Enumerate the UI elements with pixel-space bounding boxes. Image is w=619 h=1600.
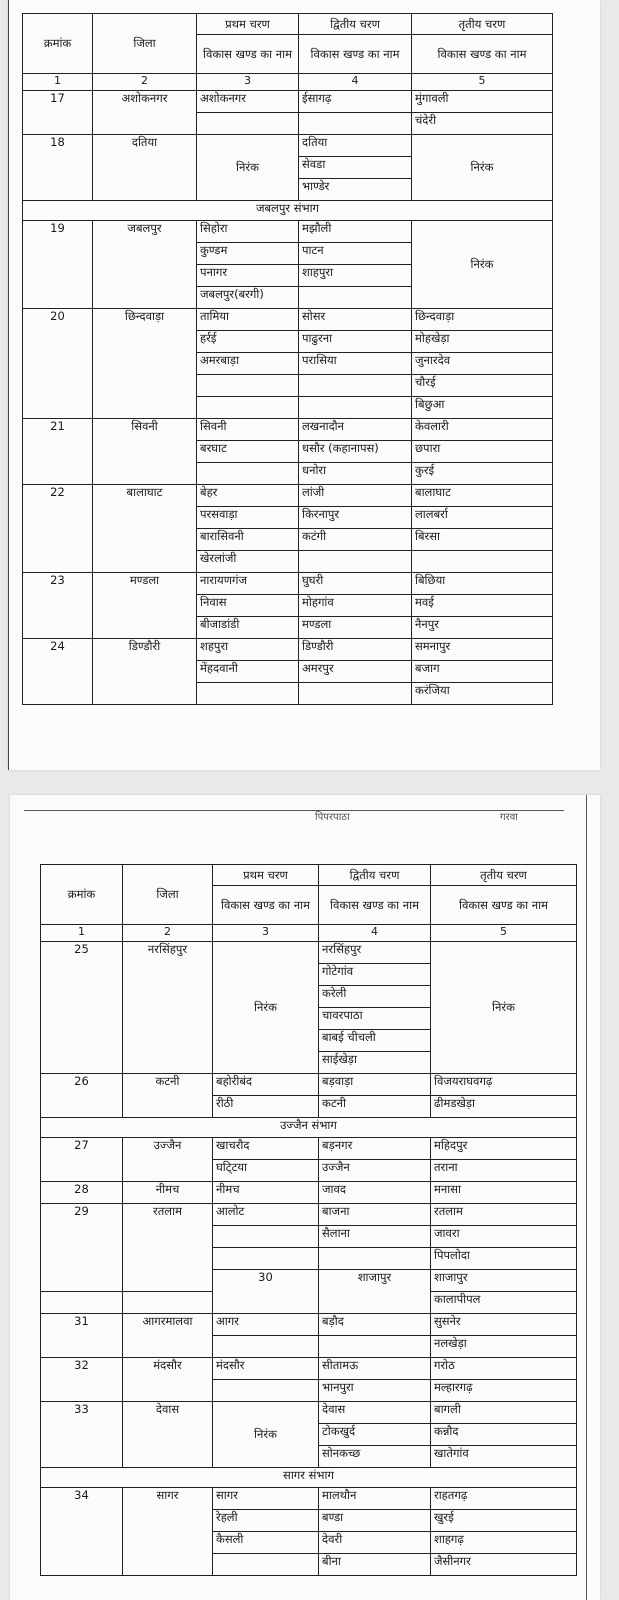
block-cell: तामिया	[197, 309, 299, 331]
block-cell: खेरलांजी	[197, 551, 299, 573]
header-phase-1: प्रथम चरण	[213, 865, 319, 886]
district-name: देवास	[123, 1402, 213, 1468]
block-cell: करंजिया	[412, 683, 553, 705]
header-block-name-1: विकास खण्ड का नाम	[197, 35, 299, 74]
district-name: मण्डला	[93, 573, 197, 639]
block-cell: बिरसा	[412, 529, 553, 551]
block-cell: सिवनी	[197, 419, 299, 441]
block-cell: सुसनेर	[431, 1314, 577, 1336]
block-cell: कटनी	[319, 1096, 431, 1118]
header-district: जिला	[93, 14, 197, 74]
block-cell: शाहगढ़	[431, 1532, 577, 1554]
serial-number: 25	[41, 942, 123, 1074]
header-phase-3: तृतीय चरण	[412, 14, 553, 35]
block-cell: विजयराघवगढ़	[431, 1074, 577, 1096]
district-name: दतिया	[93, 135, 197, 201]
district-name: नरसिंहपुर	[123, 942, 213, 1074]
block-cell: धनोरा	[299, 463, 412, 485]
serial-number: 22	[23, 485, 93, 573]
block-cell: लखनादौन	[299, 419, 412, 441]
block-cell: बजाग	[412, 661, 553, 683]
district-name: मंदसौर	[123, 1358, 213, 1402]
table-row	[23, 485, 553, 507]
block-cell: लांजी	[299, 485, 412, 507]
block-cell: मालथौन	[319, 1488, 431, 1510]
block-cell: शाहपुरा	[299, 265, 412, 287]
header-serial: क्रमांक	[41, 865, 123, 925]
block-cell: घुघरी	[299, 573, 412, 595]
header-phase-3: तृतीय चरण	[431, 865, 577, 886]
block-cell	[299, 287, 412, 309]
table-row	[23, 639, 553, 661]
block-cell	[319, 1248, 431, 1270]
block-cell: कालापीपल	[431, 1292, 577, 1314]
serial-number: 26	[41, 1074, 123, 1118]
block-cell: बारासिवनी	[197, 529, 299, 551]
block-cell: आगर	[213, 1314, 319, 1336]
block-cell: सेवडा	[299, 157, 412, 179]
serial-number: 19	[23, 221, 93, 309]
block-cell: कटंगी	[299, 529, 412, 551]
header-phase-2: द्वितीय चरण	[319, 865, 431, 886]
block-cell	[299, 397, 412, 419]
block-cell: रेहली	[213, 1510, 319, 1532]
district-name: आगरमालवा	[123, 1314, 213, 1358]
block-cell: उज्जैन	[319, 1160, 431, 1182]
column-number: 1	[41, 925, 123, 942]
block-cell	[213, 1380, 319, 1402]
column-number: 4	[319, 925, 431, 942]
table-row	[23, 309, 553, 331]
column-number: 3	[197, 74, 299, 91]
block-cell: पनागर	[197, 265, 299, 287]
block-cell: पिपलोदा	[431, 1248, 577, 1270]
block-cell	[213, 1554, 319, 1576]
district-name: अशोकनगर	[93, 91, 197, 135]
header-block-name-1: विकास खण्ड का नाम	[213, 886, 319, 925]
serial-number: 29	[41, 1204, 123, 1292]
block-cell: मझौली	[299, 221, 412, 243]
block-cell: छिन्दवाड़ा	[412, 309, 553, 331]
district-name: शाजापुर	[319, 1270, 431, 1314]
district-name: जबलपुर	[93, 221, 197, 309]
block-cell: बहोरीबंद	[213, 1074, 319, 1096]
block-cell: सोनकच्छ	[319, 1446, 431, 1468]
header-phase-1: प्रथम चरण	[197, 14, 299, 35]
header-district: जिला	[123, 865, 213, 925]
block-cell: मोहगांव	[299, 595, 412, 617]
block-cell: घटि्टया	[213, 1160, 319, 1182]
block-cell: खुरई	[431, 1510, 577, 1532]
serial-number: 18	[23, 135, 93, 201]
header-block-name-3: विकास खण्ड का नाम	[412, 35, 553, 74]
header-block-name-2: विकास खण्ड का नाम	[319, 886, 431, 925]
block-cell	[123, 1292, 213, 1314]
block-cell: दतिया	[299, 135, 412, 157]
district-name: रतलाम	[123, 1204, 213, 1292]
block-cell: केवलारी	[412, 419, 553, 441]
block-cell	[197, 463, 299, 485]
block-cell	[213, 1226, 319, 1248]
block-cell: बड़वाड़ा	[319, 1074, 431, 1096]
division-heading: उज्जैन संभाग	[41, 1118, 577, 1138]
block-cell: छपारा	[412, 441, 553, 463]
block-cell: मेंहदवानी	[197, 661, 299, 683]
block-cell: मण्डला	[299, 617, 412, 639]
nil-cell: निरंक	[412, 221, 553, 309]
page-margin-line	[586, 795, 587, 1600]
serial-number: 33	[41, 1402, 123, 1468]
block-cell: बालाघाट	[412, 485, 553, 507]
block-cell: मोहखेड़ा	[412, 331, 553, 353]
block-cell: गोटेगांव	[319, 964, 431, 986]
district-name: छिन्दवाड़ा	[93, 309, 197, 419]
block-cell: अमरबाड़ा	[197, 353, 299, 375]
block-cell	[412, 551, 553, 573]
block-cell	[41, 1292, 123, 1314]
column-number: 5	[412, 74, 553, 91]
serial-number: 21	[23, 419, 93, 485]
serial-number: 23	[23, 573, 93, 639]
block-cell	[213, 1248, 319, 1270]
table-row	[23, 419, 553, 441]
nil-cell: निरंक	[431, 942, 577, 1074]
block-cell: चौरई	[412, 375, 553, 397]
column-number: 2	[123, 925, 213, 942]
document-page-1	[8, 0, 600, 770]
column-number: 3	[213, 925, 319, 942]
block-cell: अमरपुर	[299, 661, 412, 683]
block-cell: चंदेरी	[412, 113, 553, 135]
block-cell: सागर	[213, 1488, 319, 1510]
block-cell: नैनपुर	[412, 617, 553, 639]
page-header-rule	[24, 810, 564, 811]
table-row	[41, 1138, 577, 1160]
block-cell: जावरा	[431, 1226, 577, 1248]
serial-number: 32	[41, 1358, 123, 1402]
serial-number: 17	[23, 91, 93, 135]
block-cell: डिण्डौरी	[299, 639, 412, 661]
district-name: सिवनी	[93, 419, 197, 485]
block-cell: पाटन	[299, 243, 412, 265]
block-cell	[299, 551, 412, 573]
block-cell: बाजना	[319, 1204, 431, 1226]
document-page-2	[10, 795, 600, 1600]
block-cell: तराना	[431, 1160, 577, 1182]
district-name: बालाघाट	[93, 485, 197, 573]
block-cell: मुंगावली	[412, 91, 553, 113]
block-cell: जबलपुर(बरगी)	[197, 287, 299, 309]
page-header-text: पिपरपाठा	[315, 812, 350, 823]
block-cell: बड़नगर	[319, 1138, 431, 1160]
column-number: 2	[93, 74, 197, 91]
nil-cell: निरंक	[197, 135, 299, 201]
block-cell: चावरपाठा	[319, 1008, 431, 1030]
block-cell: बड़ौद	[319, 1314, 431, 1336]
block-cell: खातेगांव	[431, 1446, 577, 1468]
table-row	[41, 1204, 577, 1226]
table-row	[41, 1314, 577, 1336]
division-row	[23, 201, 553, 221]
column-number: 5	[431, 925, 577, 942]
serial-number: 24	[23, 639, 93, 705]
block-cell: मनासा	[431, 1182, 577, 1204]
block-cell	[213, 1336, 319, 1358]
district-name: डिण्डौरी	[93, 639, 197, 705]
block-cell: ढीमडखेड़ा	[431, 1096, 577, 1118]
table-row	[41, 1074, 577, 1096]
serial-number: 30	[213, 1270, 319, 1314]
block-cell: हर्रई	[197, 331, 299, 353]
block-cell: नलखेड़ा	[431, 1336, 577, 1358]
district-name: सागर	[123, 1488, 213, 1576]
block-cell: कुरई	[412, 463, 553, 485]
block-cell: गरोठ	[431, 1358, 577, 1380]
block-cell	[197, 397, 299, 419]
block-cell: नरसिंहपुर	[319, 942, 431, 964]
block-cell: राहतगढ़	[431, 1488, 577, 1510]
page-header-right-text: गरवा	[500, 812, 518, 823]
page-margin-line	[8, 0, 9, 770]
block-cell: साईखेड़ा	[319, 1052, 431, 1074]
block-cell: बरघाट	[197, 441, 299, 463]
block-cell: बिछिया	[412, 573, 553, 595]
block-cell: मल्हारगढ़	[431, 1380, 577, 1402]
district-name: कटनी	[123, 1074, 213, 1118]
block-cell: आलोट	[213, 1204, 319, 1226]
block-cell: पाढुरना	[299, 331, 412, 353]
block-cell: परसवाड़ा	[197, 507, 299, 529]
block-cell: रतलाम	[431, 1204, 577, 1226]
block-cell	[299, 113, 412, 135]
header-phase-2: द्वितीय चरण	[299, 14, 412, 35]
block-cell: बागली	[431, 1402, 577, 1424]
block-cell: खाचरौद	[213, 1138, 319, 1160]
serial-number: 27	[41, 1138, 123, 1182]
block-cell: अशोकनगर	[197, 91, 299, 113]
block-cell: लालबर्रा	[412, 507, 553, 529]
block-cell	[197, 375, 299, 397]
block-cell: सिहोरा	[197, 221, 299, 243]
block-cell: धसौर (कहानापस)	[299, 441, 412, 463]
table-row	[23, 91, 553, 113]
block-cell: कुण्डम	[197, 243, 299, 265]
division-heading: जबलपुर संभाग	[23, 201, 553, 221]
block-cell: सीतामऊ	[319, 1358, 431, 1380]
block-cell: महिदपुर	[431, 1138, 577, 1160]
nil-cell: निरंक	[213, 942, 319, 1074]
block-cell: सैलाना	[319, 1226, 431, 1248]
block-cell: ईसागढ़	[299, 91, 412, 113]
block-cell	[197, 683, 299, 705]
serial-number: 20	[23, 309, 93, 419]
block-cell: जैसीनगर	[431, 1554, 577, 1576]
block-cell: कन्नौद	[431, 1424, 577, 1446]
table-row	[23, 221, 553, 243]
serial-number: 34	[41, 1488, 123, 1576]
block-cell: मंदसौर	[213, 1358, 319, 1380]
block-cell: नारायणगंज	[197, 573, 299, 595]
column-number: 1	[23, 74, 93, 91]
serial-number: 31	[41, 1314, 123, 1358]
block-cell: रीठी	[213, 1096, 319, 1118]
table-row	[23, 573, 553, 595]
column-number: 4	[299, 74, 412, 91]
block-cell	[299, 375, 412, 397]
block-cell: नीमच	[213, 1182, 319, 1204]
block-phase-table-1	[22, 13, 553, 705]
header-serial: क्रमांक	[23, 14, 93, 74]
block-cell: समनापुर	[412, 639, 553, 661]
block-cell: देवरी	[319, 1532, 431, 1554]
table-row	[41, 942, 577, 964]
block-cell: शाजापुर	[431, 1270, 577, 1292]
block-cell: भानपुरा	[319, 1380, 431, 1402]
division-heading: सागर संभाग	[41, 1468, 577, 1488]
block-cell: निवास	[197, 595, 299, 617]
district-name: उज्जैन	[123, 1138, 213, 1182]
block-cell: बीना	[319, 1554, 431, 1576]
block-cell: टोकखुर्द	[319, 1424, 431, 1446]
block-cell: मवई	[412, 595, 553, 617]
serial-number: 28	[41, 1182, 123, 1204]
table-row	[41, 1402, 577, 1424]
block-phase-table-2	[40, 864, 577, 1576]
district-name: नीमच	[123, 1182, 213, 1204]
block-cell: शहपुरा	[197, 639, 299, 661]
block-cell: बिछुआ	[412, 397, 553, 419]
block-cell: भाण्डेर	[299, 179, 412, 201]
block-cell: बेहर	[197, 485, 299, 507]
nil-cell: निरंक	[412, 135, 553, 201]
table-row	[23, 135, 553, 157]
header-block-name-2: विकास खण्ड का नाम	[299, 35, 412, 74]
block-cell: करेली	[319, 986, 431, 1008]
block-cell: सोसर	[299, 309, 412, 331]
block-cell	[319, 1336, 431, 1358]
block-cell	[197, 113, 299, 135]
block-cell: बीजाडांडी	[197, 617, 299, 639]
block-cell: बाबई चीचली	[319, 1030, 431, 1052]
table-row	[41, 1488, 577, 1510]
block-cell: कैसली	[213, 1532, 319, 1554]
nil-cell: निरंक	[213, 1402, 319, 1468]
block-cell	[299, 683, 412, 705]
block-cell: जावद	[319, 1182, 431, 1204]
block-cell: देवास	[319, 1402, 431, 1424]
division-row	[41, 1118, 577, 1138]
division-row	[41, 1468, 577, 1488]
block-cell: जुनारदेव	[412, 353, 553, 375]
block-cell: किरनापुर	[299, 507, 412, 529]
table-row	[41, 1358, 577, 1380]
header-block-name-3: विकास खण्ड का नाम	[431, 886, 577, 925]
block-cell: बण्डा	[319, 1510, 431, 1532]
table-row	[41, 1182, 577, 1204]
block-cell: परासिया	[299, 353, 412, 375]
